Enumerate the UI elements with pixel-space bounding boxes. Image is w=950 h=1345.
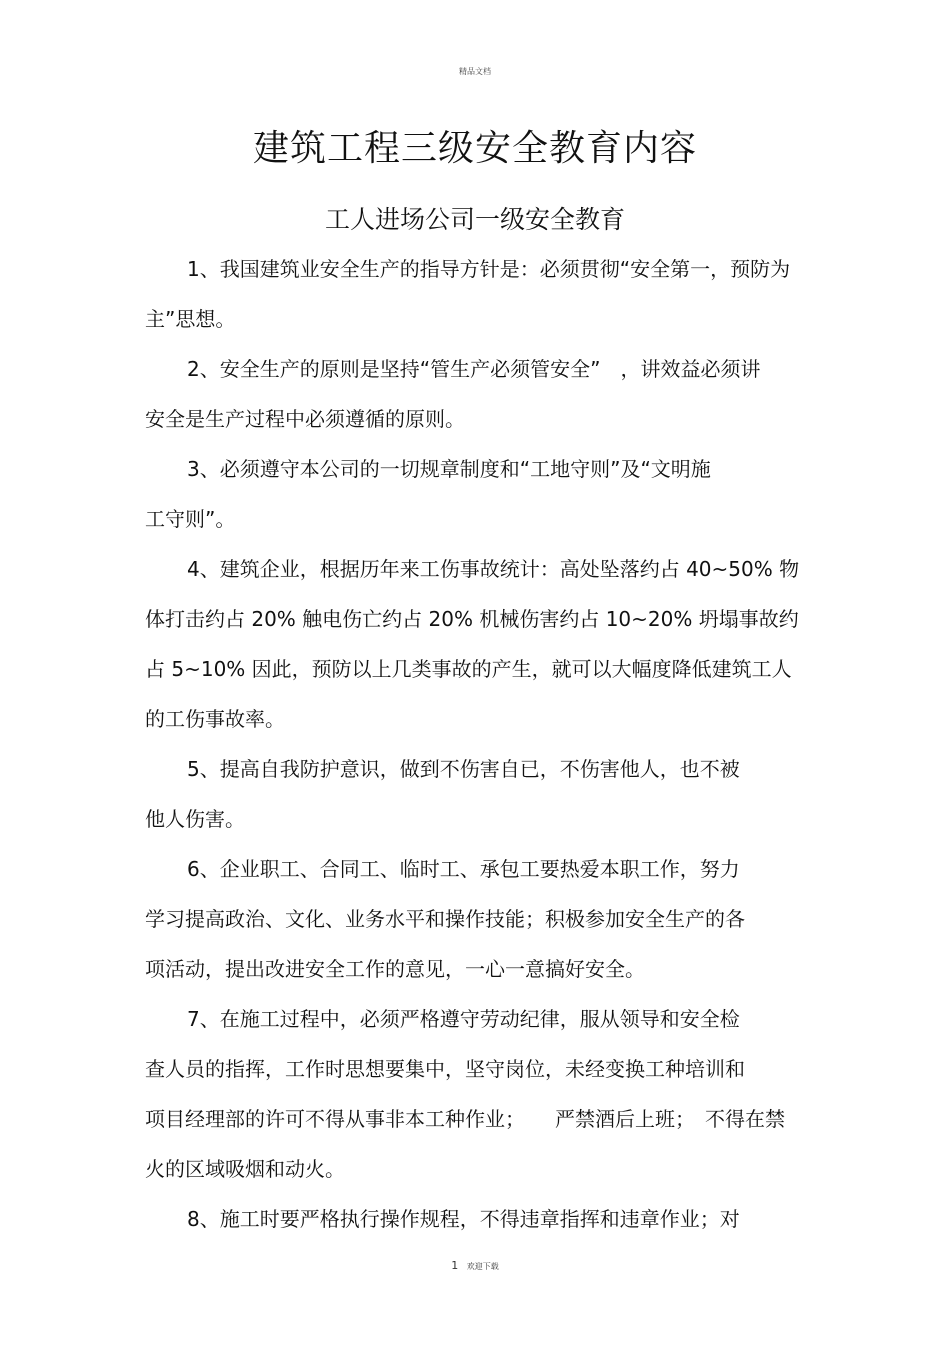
- body-line: 6、企业职工、合同工、临时工、承包工要热爱本职工作，努力: [187, 857, 740, 881]
- body-line: 主”思想。: [145, 307, 236, 331]
- body-line: 火的区域吸烟和动火。: [145, 1157, 345, 1181]
- document-body: [145, 244, 825, 1244]
- document-subtitle: 工人进场公司一级安全教育: [324, 205, 625, 234]
- page-number: 1: [451, 1259, 459, 1272]
- body-line: 3、必须遵守本公司的一切规章制度和“工地守则”及“文明施: [187, 457, 711, 481]
- body-line: 5、提高自我防护意识，做到不伤害自已，不伤害他人，也不被: [187, 757, 740, 781]
- body-line: 查人员的指挥，工作时思想要集中，坚守岗位，未经变换工种培训和: [145, 1057, 745, 1081]
- body-line: 1、我国建筑业安全生产的指导方针是：必须贯彻“安全第一，预防为: [187, 257, 791, 281]
- body-line: 体打击约占 20% 触电伤亡约占 20% 机械伤害约占 10~20% 坍塌事故约: [145, 607, 799, 631]
- body-line: 他人伤害。: [145, 807, 245, 831]
- body-line: 安全是生产过程中必须遵循的原则。: [145, 407, 465, 431]
- body-line: 的工伤事故率。: [145, 707, 285, 731]
- body-line: 项活动，提出改进安全工作的意见，一心一意搞好安全。: [145, 957, 645, 981]
- footer-text: 欢迎下载: [466, 1262, 499, 1271]
- body-line: 项目经理部的许可不得从事非本工种作业； 严禁酒后上班； 不得在禁: [145, 1107, 785, 1131]
- header-note: 精品文档: [459, 67, 491, 76]
- body-line: 学习提高政治、文化、业务水平和操作技能；积极参加安全生产的各: [145, 907, 745, 931]
- body-line: 4、建筑企业，根据历年来工伤事故统计：高处坠落约占 40~50% 物: [187, 557, 800, 581]
- body-line: 8、施工时要严格执行操作规程，不得违章指挥和违章作业；对: [187, 1207, 740, 1231]
- body-line: 2、安全生产的原则是坚持“管生产必须管安全” ，讲效益必须讲: [187, 357, 761, 381]
- page-footer: [0, 1259, 950, 1272]
- body-line: 7、在施工过程中，必须严格遵守劳动纪律，服从领导和安全检: [187, 1007, 740, 1031]
- document-title: 建筑工程三级安全教育内容: [252, 128, 697, 169]
- body-line: 占 5~10% 因此，预防以上几类事故的产生，就可以大幅度降低建筑工人: [145, 657, 792, 681]
- body-line: 工守则”。: [145, 507, 236, 531]
